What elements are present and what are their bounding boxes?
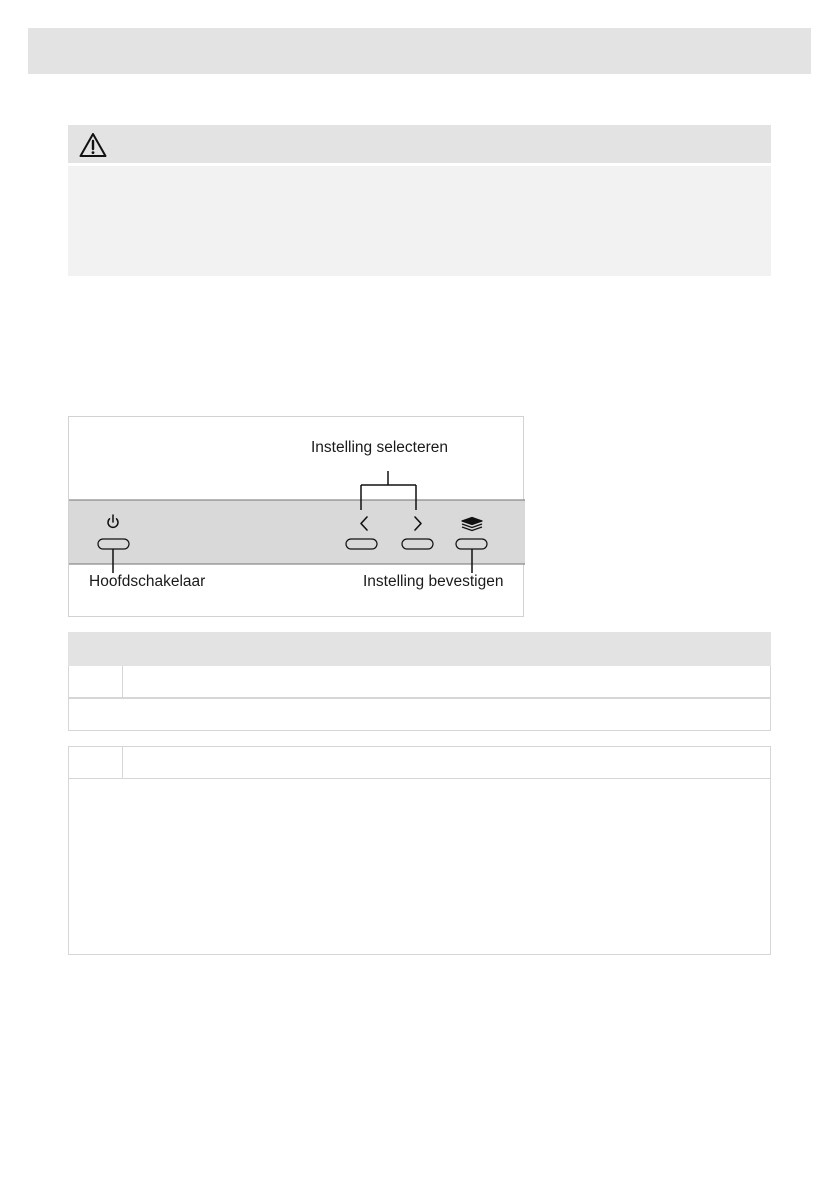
- settings-table-a: [68, 632, 771, 731]
- control-strip: [69, 500, 525, 564]
- select-setting-label: Instelling selecteren: [311, 439, 448, 456]
- select-right-button[interactable]: [402, 539, 433, 549]
- select-left-button[interactable]: [346, 539, 377, 549]
- table-row: [68, 698, 771, 731]
- table-header: [68, 632, 771, 666]
- main-switch-button[interactable]: [98, 539, 129, 549]
- table-row: [69, 747, 770, 779]
- control-panel-figure: [68, 416, 524, 617]
- page-header-bar: [28, 28, 811, 74]
- settings-table-b: [68, 746, 771, 955]
- confirm-button[interactable]: [456, 539, 487, 549]
- confirm-setting-label: Instelling bevestigen: [363, 573, 504, 590]
- warning-header: [68, 125, 771, 166]
- table-cell-number: [69, 666, 123, 697]
- warning-box: [68, 125, 771, 276]
- table-row: [68, 666, 771, 698]
- main-switch-label: Hoofdschakelaar: [89, 573, 206, 590]
- warning-triangle-icon: [79, 132, 107, 158]
- table-cell-number: [69, 747, 123, 778]
